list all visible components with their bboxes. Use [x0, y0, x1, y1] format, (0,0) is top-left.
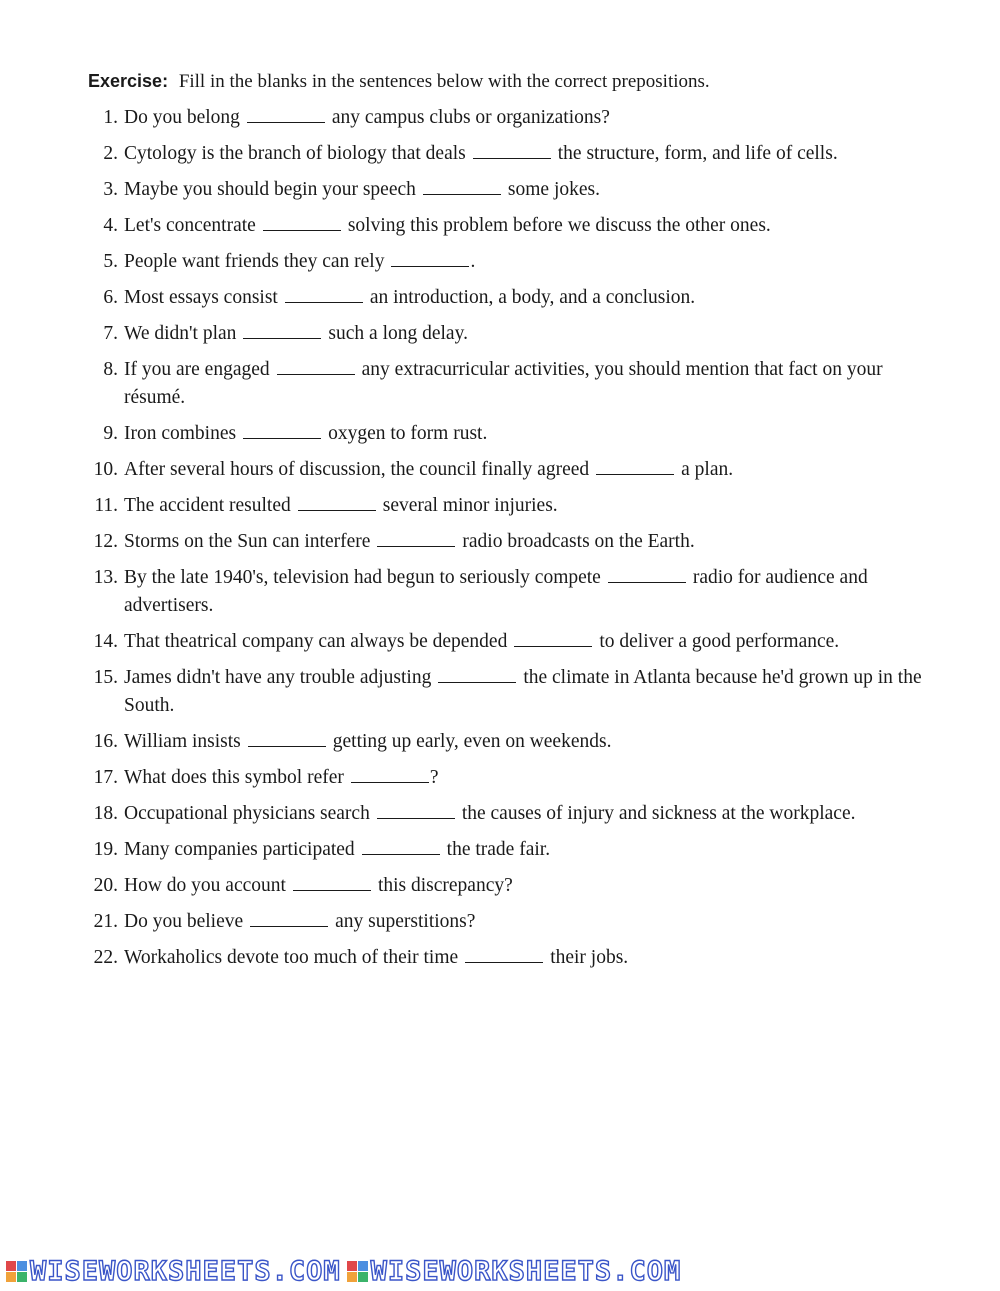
sentence-end: oxygen to form rust. — [328, 423, 488, 444]
sentence-start: Many companies participated — [124, 839, 355, 860]
answer-blank — [391, 248, 469, 267]
sentence-end: such a long delay. — [328, 323, 468, 344]
answer-blank — [351, 764, 429, 783]
sentence-end: the trade fair. — [446, 839, 551, 860]
sentence-start: That theatrical company can always be depended — [124, 631, 508, 652]
answer-blank — [377, 800, 455, 819]
answer-blank — [263, 212, 341, 231]
sentence-end: this discrepancy? — [377, 875, 513, 896]
exercise-item — [80, 356, 940, 412]
exercise-item — [80, 176, 940, 204]
sentence-start: What does this symbol refer — [124, 767, 344, 788]
exercise-item — [80, 528, 940, 556]
answer-blank — [277, 356, 355, 375]
watermark-logo — [6, 1256, 341, 1287]
sentence-end: the causes of injury and sickness at the workplace. — [461, 803, 856, 824]
sentence-start: Workaholics devote too much of their time — [124, 947, 459, 968]
answer-blank — [423, 176, 501, 195]
answer-blank — [243, 420, 321, 439]
item-number: 5. — [103, 251, 118, 272]
exercise-item — [80, 908, 940, 936]
sentence-start: Storms on the Sun can interfere — [124, 531, 371, 552]
exercise-item — [80, 836, 940, 864]
sentence-start: After several hours of discussion, the council finally agreed — [124, 459, 590, 480]
item-number: 17. — [93, 767, 118, 788]
sentence-end: several minor injuries. — [382, 495, 558, 516]
watermark-grid-icon — [347, 1261, 368, 1282]
item-number: 18. — [93, 803, 118, 824]
answer-blank — [377, 528, 455, 547]
exercise-item — [80, 944, 940, 972]
sentence-end: . — [470, 251, 476, 272]
answer-blank — [362, 836, 440, 855]
answer-blank — [473, 140, 551, 159]
sentence-start: Let's concentrate — [124, 215, 256, 236]
exercise-item — [80, 564, 940, 620]
item-number: 21. — [93, 911, 118, 932]
sentence-end: the structure, form, and life of cells. — [557, 143, 838, 164]
answer-blank — [298, 492, 376, 511]
sentence-end: ? — [429, 767, 439, 788]
exercise-item — [80, 284, 940, 312]
item-number: 8. — [103, 359, 118, 380]
item-number: 12. — [93, 531, 118, 552]
sentence-start: Maybe you should begin your speech — [124, 179, 416, 200]
answer-blank — [285, 284, 363, 303]
item-number: 4. — [103, 215, 118, 236]
answer-blank — [608, 564, 686, 583]
exercise-item — [80, 140, 940, 168]
answer-blank — [248, 728, 326, 747]
exercise-item — [80, 104, 940, 132]
sentence-start: How do you account — [124, 875, 286, 896]
item-number: 13. — [93, 567, 118, 588]
sentence-start: Occupational physicians search — [124, 803, 370, 824]
exercise-item — [80, 728, 940, 756]
sentence-start: William insists — [124, 731, 241, 752]
item-number: 15. — [93, 667, 118, 688]
exercise-instructions — [88, 68, 710, 95]
exercise-item — [80, 420, 940, 448]
exercise-item — [80, 628, 940, 656]
exercise-item — [80, 212, 940, 240]
exercise-item — [80, 456, 940, 484]
sentence-start: People want friends they can rely — [124, 251, 385, 272]
sentence-end: an introduction, a body, and a conclusion. — [369, 287, 696, 308]
item-number: 2. — [103, 143, 118, 164]
sentence-end: the climate in Atlanta because he'd grown up in the South. — [124, 667, 922, 716]
sentence-start: Most essays consist — [124, 287, 278, 308]
sentence-start: James didn't have any trouble adjusting — [124, 667, 432, 688]
exercise-item — [80, 764, 940, 792]
sentence-end: their jobs. — [550, 947, 629, 968]
sentence-end: some jokes. — [507, 179, 600, 200]
sentence-start: We didn't plan — [124, 323, 237, 344]
exercise-list — [80, 104, 940, 980]
exercise-label: Exercise: — [88, 71, 169, 91]
instruction-text: Fill in the blanks in the sentences below with the correct prepositions. — [178, 71, 710, 92]
exercise-item — [80, 664, 940, 720]
sentence-start: Cytology is the branch of biology that deals — [124, 143, 466, 164]
sentence-start: The accident resulted — [124, 495, 291, 516]
watermark-grid-icon — [6, 1261, 27, 1282]
sentence-end: any superstitions? — [335, 911, 476, 932]
item-number: 3. — [103, 179, 118, 200]
item-number: 22. — [93, 947, 118, 968]
sentence-end: solving this problem before we discuss the other ones. — [347, 215, 771, 236]
exercise-item — [80, 248, 940, 276]
watermark-logo — [347, 1256, 682, 1287]
watermark-text: WISEWORKSHEETS.COM — [30, 1256, 341, 1287]
item-number: 9. — [103, 423, 118, 444]
item-number: 10. — [93, 459, 118, 480]
sentence-start: If you are engaged — [124, 359, 270, 380]
sentence-end: to deliver a good performance. — [599, 631, 840, 652]
answer-blank — [514, 628, 592, 647]
sentence-start: By the late 1940's, television had begun to seriously compete — [124, 567, 601, 588]
item-number: 19. — [93, 839, 118, 860]
exercise-item — [80, 800, 940, 828]
watermark-text: WISEWORKSHEETS.COM — [370, 1256, 682, 1287]
item-number: 20. — [93, 875, 118, 896]
answer-blank — [247, 104, 325, 123]
answer-blank — [250, 908, 328, 927]
item-number: 6. — [103, 287, 118, 308]
sentence-end: radio for audience and advertisers. — [124, 567, 868, 616]
sentence-end: a plan. — [681, 459, 734, 480]
item-number: 1. — [103, 107, 118, 128]
sentence-end: getting up early, even on weekends. — [332, 731, 612, 752]
exercise-item — [80, 492, 940, 520]
answer-blank — [243, 320, 321, 339]
watermark-footer — [0, 1252, 1000, 1291]
answer-blank — [596, 456, 674, 475]
sentence-end: any extracurricular activities, you should mention that fact on your résumé. — [124, 359, 883, 408]
answer-blank — [465, 944, 543, 963]
exercise-item — [80, 872, 940, 900]
sentence-start: Iron combines — [124, 423, 237, 444]
answer-blank — [293, 872, 371, 891]
item-number: 7. — [103, 323, 118, 344]
sentence-end: any campus clubs or organizations? — [331, 107, 610, 128]
item-number: 14. — [93, 631, 118, 652]
sentence-start: Do you believe — [124, 911, 244, 932]
item-number: 16. — [93, 731, 118, 752]
item-number: 11. — [94, 495, 118, 516]
answer-blank — [438, 664, 516, 683]
exercise-item — [80, 320, 940, 348]
sentence-end: radio broadcasts on the Earth. — [462, 531, 695, 552]
sentence-start: Do you belong — [124, 107, 240, 128]
